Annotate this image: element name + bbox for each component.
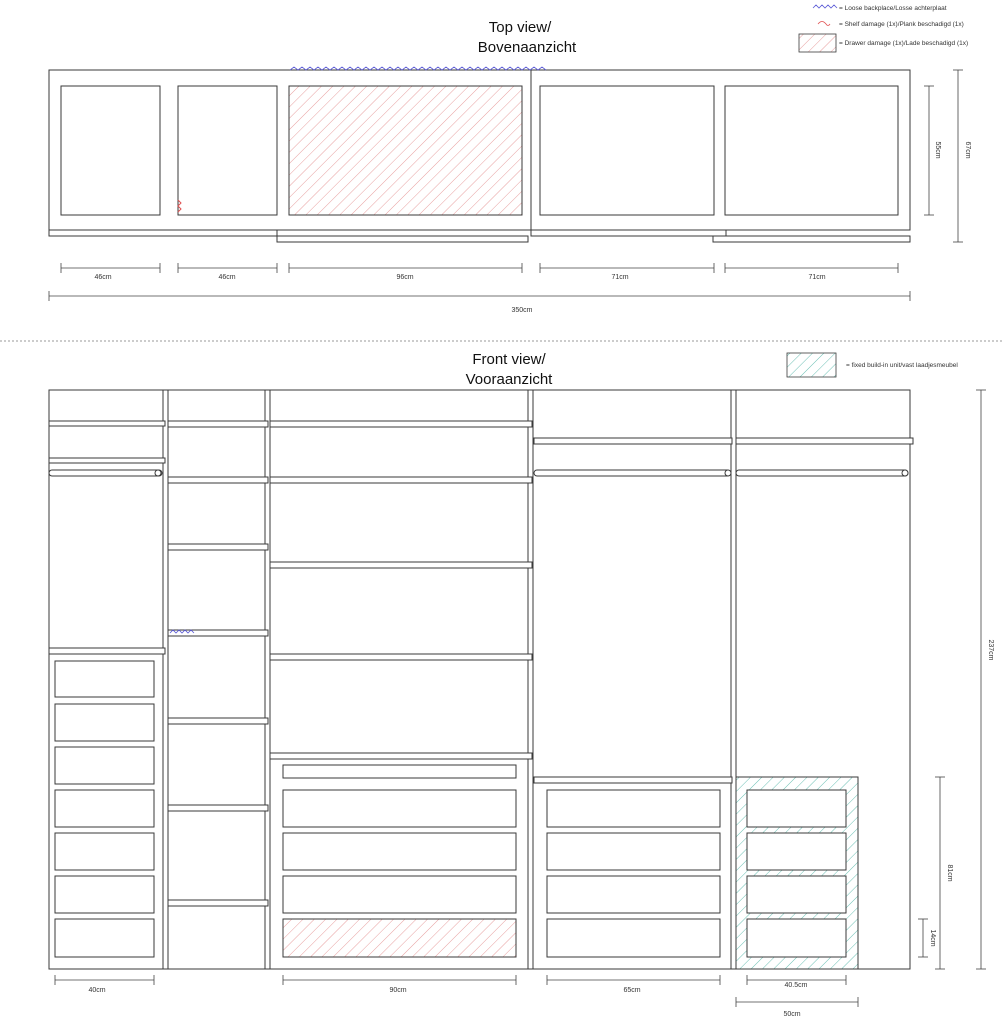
col4-shelf-top	[534, 438, 732, 444]
col2-shelf-4	[168, 630, 268, 636]
col1-rod-end	[155, 470, 161, 476]
front-dim-unit-height: 81cm	[946, 864, 953, 882]
col4-drawer-2	[547, 833, 720, 870]
top-door-3	[531, 230, 726, 236]
legend-loose-backplate: = Loose backplace/Losse achterplaat	[839, 5, 947, 12]
fixed-unit-drawer-2	[747, 833, 846, 870]
col1-drawer-6	[55, 876, 154, 913]
col3-shelf-1	[270, 421, 532, 427]
col1-shelf-top	[49, 421, 165, 426]
col1-drawer-1	[55, 661, 154, 697]
col5-shelf-top	[736, 438, 913, 444]
col1-drawer-7	[55, 919, 154, 957]
panel-4	[731, 390, 736, 969]
col1-shelf-bottom	[49, 648, 165, 654]
col3-shelf-2	[270, 477, 532, 483]
front-dim-d2: 90cm	[389, 987, 407, 994]
panel-1	[163, 390, 168, 969]
top-dim-w3: 96cm	[396, 274, 414, 281]
front-view-title: Front view/	[472, 351, 546, 368]
col2-shelf-1	[168, 421, 268, 427]
col3-drawer-2	[283, 833, 516, 870]
top-view-subtitle: Bovenaanzicht	[477, 39, 577, 56]
col1-drawer-3	[55, 747, 154, 784]
col4-hanging-rod	[534, 470, 730, 476]
top-compartment-1	[61, 86, 160, 215]
top-dim-w1: 46cm	[94, 274, 112, 281]
top-door-2	[277, 236, 528, 242]
col3-shelf-4	[270, 654, 532, 660]
col2-shelf-5	[168, 718, 268, 724]
col3-shelf-3	[270, 562, 532, 568]
front-dim-d1: 40cm	[88, 987, 106, 994]
front-dim-d4: 40.5cm	[784, 982, 808, 989]
loose-backplate-legend-icon	[813, 5, 837, 8]
col4-drawer-3	[547, 876, 720, 913]
col1-drawer-4	[55, 790, 154, 827]
top-compartment-3-damaged	[289, 86, 522, 215]
drawer-damage-legend-icon	[799, 34, 836, 52]
front-dim-d5: 50cm	[783, 1011, 801, 1018]
col2-shelf-3	[168, 544, 268, 550]
col1-shelf-2	[49, 458, 165, 463]
top-dim-depth-total: 67cm	[964, 141, 971, 159]
col4-drawer-1	[547, 790, 720, 827]
col5-hanging-rod	[736, 470, 908, 476]
col4-rod-end	[725, 470, 731, 476]
top-compartment-5	[725, 86, 898, 215]
fixed-unit-drawer-3	[747, 876, 846, 913]
col3-drawer-top	[283, 765, 516, 778]
front-view	[49, 390, 994, 1018]
front-view-subtitle: Vooraanzicht	[465, 371, 553, 388]
legend-shelf-damage: = Shelf damage (1x)/Plank beschadigd (1x)	[839, 21, 964, 28]
front-dim-plinth: 14cm	[929, 929, 936, 947]
col2-shelf-2	[168, 477, 268, 483]
col3-shelf-5	[270, 753, 532, 759]
fixed-unit-drawer-4	[747, 919, 846, 957]
top-door-1	[49, 230, 277, 236]
col4-shelf-bottom	[534, 777, 732, 783]
col3-drawer-3	[283, 876, 516, 913]
top-view-title: Top view/	[488, 19, 552, 36]
top-compartment-4	[540, 86, 714, 215]
legend-fixed-unit: = fixed build-in unit/vast laadjesmeubel	[846, 362, 958, 369]
top-view	[49, 67, 971, 314]
col3-drawer-4-damaged	[283, 919, 516, 957]
top-dim-w5: 71cm	[808, 274, 826, 281]
top-dim-depth-inner: 55cm	[934, 141, 941, 159]
top-dim-w4: 71cm	[611, 274, 629, 281]
col5-rod-end	[902, 470, 908, 476]
shelf-damage-legend-icon	[818, 22, 830, 26]
col1-drawer-2	[55, 704, 154, 741]
front-dim-height: 237cm	[987, 639, 994, 661]
fixed-unit-drawer-1	[747, 790, 846, 827]
col1-hanging-rod	[49, 470, 162, 476]
top-dim-total: 350cm	[511, 307, 533, 314]
col2-shelf-7	[168, 900, 268, 906]
col3-drawer-1	[283, 790, 516, 827]
col2-shelf-6	[168, 805, 268, 811]
col4-drawer-4	[547, 919, 720, 957]
front-dim-d3: 65cm	[623, 987, 641, 994]
top-dim-w2: 46cm	[218, 274, 236, 281]
col1-drawer-5	[55, 833, 154, 870]
top-compartment-2	[178, 86, 277, 215]
top-door-4	[713, 236, 910, 242]
legend-drawer-damage: = Drawer damage (1x)/Lade beschadigd (1x)	[839, 40, 969, 47]
fixed-unit-legend-icon	[787, 353, 836, 377]
